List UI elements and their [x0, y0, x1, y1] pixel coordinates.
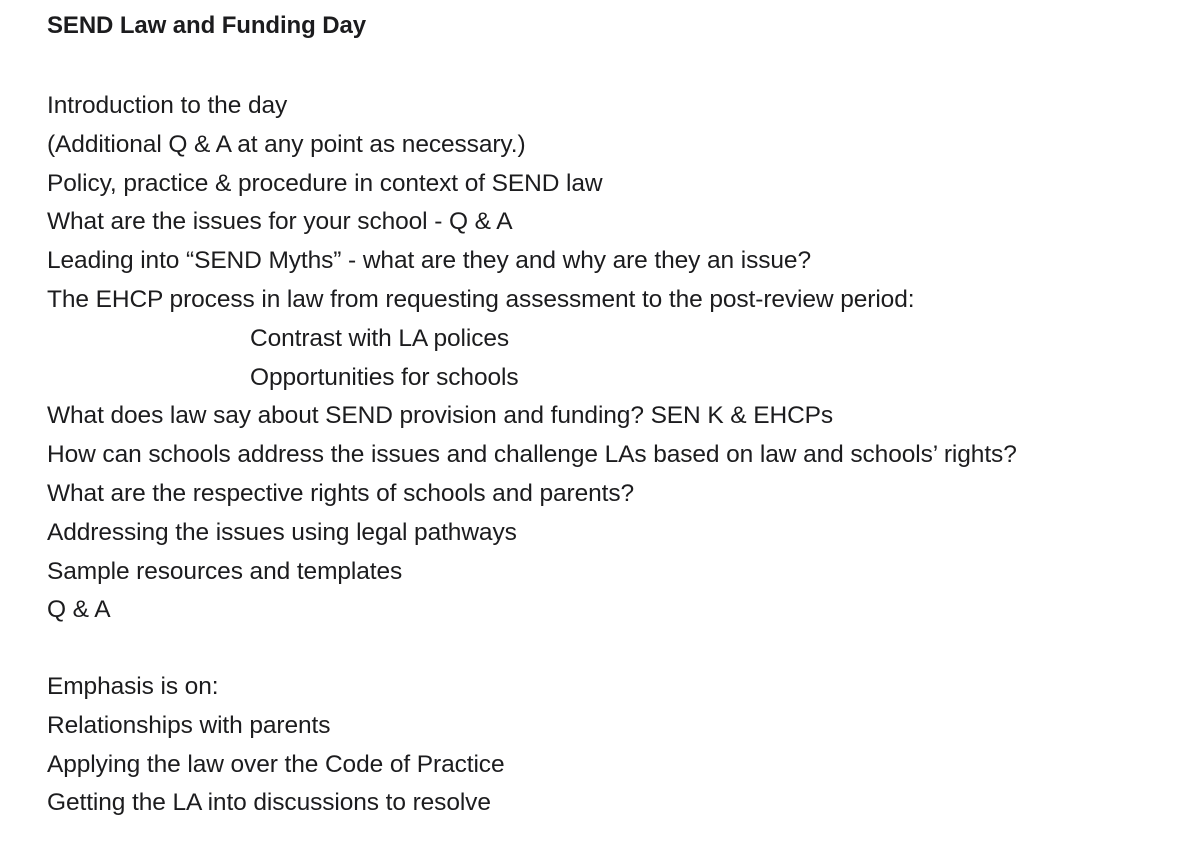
emphasis-list	[47, 668, 504, 823]
agenda-item: (Additional Q & A at any point as necessary.)	[47, 130, 526, 158]
agenda-list	[47, 87, 1017, 630]
agenda-item: What does law say about SEND provision and funding? SEN K & EHCPs	[47, 402, 834, 430]
agenda-item: What are the respective rights of schools and parents?	[47, 479, 635, 507]
emphasis-item: Getting the LA into discussions to resolve	[47, 789, 491, 817]
agenda-item: What are the issues for your school - Q & A	[47, 208, 513, 236]
agenda-item: Addressing the issues using legal pathways	[47, 518, 517, 546]
agenda-item: Q & A	[47, 596, 111, 624]
agenda-item: Introduction to the day	[47, 92, 288, 119]
agenda-subitem: Contrast with LA polices	[250, 324, 510, 352]
agenda-subitem: Opportunities for schools	[250, 363, 519, 391]
agenda-item: Leading into “SEND Myths” - what are they and why are they an issue?	[47, 247, 811, 275]
emphasis-item: Applying the law over the Code of Practice	[47, 750, 505, 778]
emphasis-item: Relationships with parents	[47, 711, 331, 739]
agenda-item: How can schools address the issues and challenge LAs based on law and schools’ rights?	[47, 441, 1017, 469]
note-title: SEND Law and Funding Day	[47, 12, 366, 39]
agenda-item: Policy, practice & procedure in context of SEND law	[47, 169, 603, 197]
agenda-item: Sample resources and templates	[47, 557, 403, 585]
agenda-item: The EHCP process in law from requesting assessment to the post-review period:	[47, 285, 915, 313]
emphasis-heading: Emphasis is on:	[47, 673, 219, 700]
